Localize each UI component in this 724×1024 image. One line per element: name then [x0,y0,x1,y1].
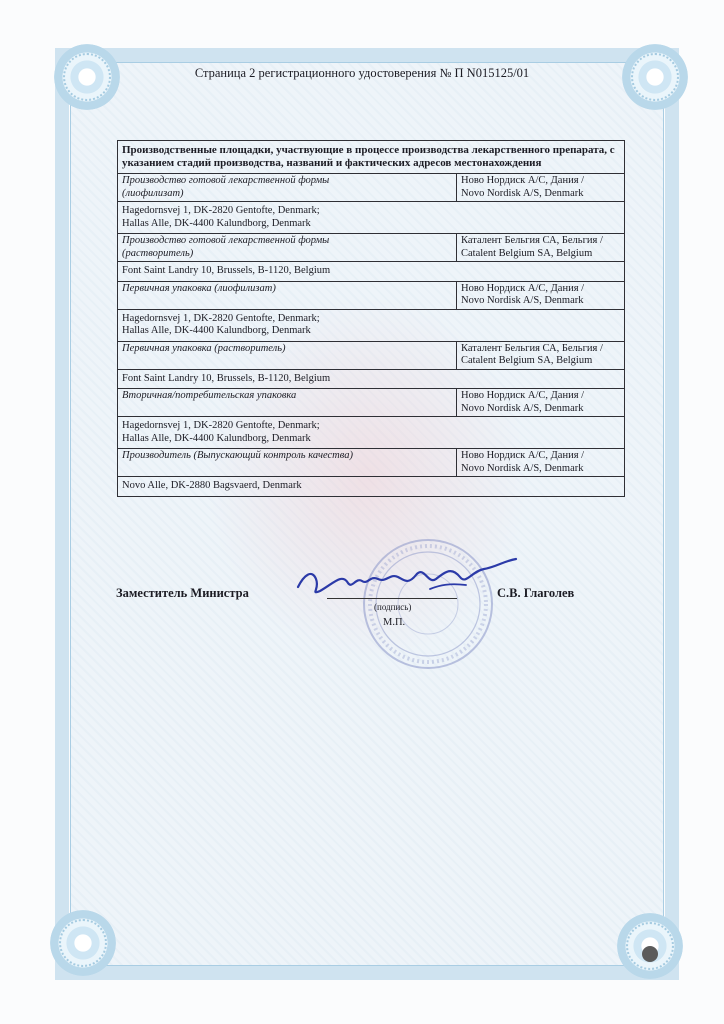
address-cell: Novo Alle, DK-2880 Bagsvaerd, Denmark [118,477,625,497]
table-row [118,174,625,202]
address-cell: Hagedornsvej 1, DK-2820 Gentofte, Denmark; Hallas Alle, DK-4400 Kalundborg, Denmark [118,417,625,449]
punch-hole [642,946,658,962]
table-header-row [118,141,625,174]
table-row [118,202,625,234]
position-title: Заместитель Министра [116,586,249,600]
table-row [118,417,625,449]
address-cell: Font Saint Landry 10, Brussels, B-1120, Belgium [118,262,625,282]
table-heading: Производственные площадки, участвующие в процессе производства лекарственного препарата, с указанием стадий производства, названий и фактических адресов местонахождения [118,141,625,174]
manufacturer-cell: Ново Нордиск А/С, Дания / Novo Nordisk A/S, Denmark [457,449,625,477]
table-row [118,341,625,369]
table-row [118,234,625,262]
table-row [118,369,625,389]
manufacturer-cell: Ново Нордиск А/С, Дания / Novo Nordisk A/S, Denmark [457,174,625,202]
handwritten-signature [290,555,530,605]
stage-cell: Производство готовой лекарственной формы (лиофилизат) [118,174,457,202]
table-row [118,449,625,477]
manufacturer-cell: Каталент Бельгия СА, Бельгия / Catalent Belgium SA, Belgium [457,234,625,262]
manufacturer-cell: Ново Нордиск А/С, Дания / Novo Nordisk A/S, Denmark [457,281,625,309]
table-row [118,281,625,309]
table-row [118,262,625,282]
manufacturer-cell: Ново Нордиск А/С, Дания / Novo Nordisk A/S, Denmark [457,389,625,417]
table-row [118,309,625,341]
corner-rosette-icon [50,910,116,976]
stage-cell: Вторичная/потребительская упаковка [118,389,457,417]
page-header: Страница 2 регистрационного удостоверения № П N015125/01 [194,66,530,80]
table-row [118,389,625,417]
address-cell: Font Saint Landry 10, Brussels, B-1120, Belgium [118,369,625,389]
signer-name: С.В. Глаголев [497,586,575,600]
table-row [118,477,625,497]
stage-cell: Производитель (Выпускающий контроль качества) [118,449,457,477]
stage-cell: Первичная упаковка (растворитель) [118,341,457,369]
address-cell: Hagedornsvej 1, DK-2820 Gentofte, Denmark; Hallas Alle, DK-4400 Kalundborg, Denmark [118,202,625,234]
stamp-mark: М.П. [383,617,406,628]
production-sites-table [117,140,625,497]
signature-caption: (подпись) [374,602,412,612]
stage-cell: Производство готовой лекарственной формы (растворитель) [118,234,457,262]
stage-cell: Первичная упаковка (лиофилизат) [118,281,457,309]
manufacturer-cell: Каталент Бельгия СА, Бельгия / Catalent Belgium SA, Belgium [457,341,625,369]
address-cell: Hagedornsvej 1, DK-2820 Gentofte, Denmark; Hallas Alle, DK-4400 Kalundborg, Denmark [118,309,625,341]
